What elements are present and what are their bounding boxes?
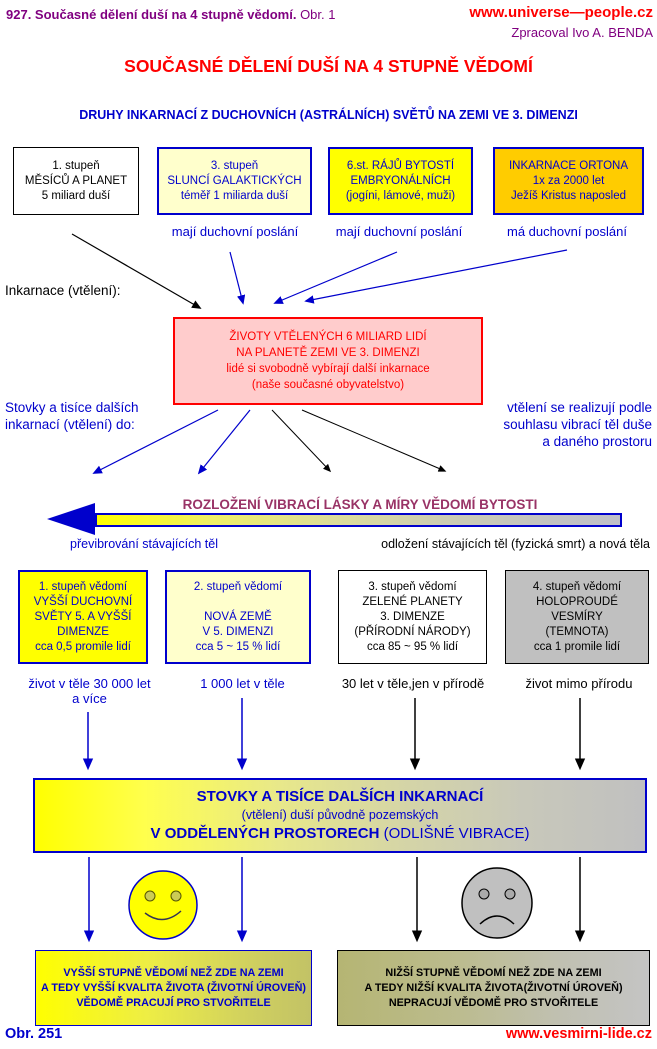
page-subtitle: DRUHY INKARNACÍ Z DUCHOVNÍCH (ASTRÁLNÍCH) SVĚTŮ NA ZEMI VE 3. DIMENZI <box>79 108 578 122</box>
outcome-box-positive <box>35 950 312 1026</box>
mission-note-1: mají duchovní poslání <box>171 224 299 239</box>
incarnation-label: Inkarnace (vtělení): <box>5 283 121 298</box>
box-line: DIMENZE <box>57 625 109 638</box>
level-box-1 <box>18 570 148 664</box>
box-line: SLUNCÍ GALAKTICKÝCH <box>167 174 302 187</box>
level-box-4 <box>505 570 649 664</box>
box-line: NIŽŠÍ STUPNĚ VĚDOMÍ NEŽ ZDE NA ZEMI <box>385 966 602 979</box>
box-moons-planets <box>13 147 139 215</box>
mission-note-3: má duchovní poslání <box>507 224 627 239</box>
box-line: Ježíš Kristus naposled <box>510 189 627 202</box>
big-box-line3 <box>35 824 645 844</box>
doc-number-text: 927. Současné dělení duší na 4 stupně vědomí. <box>6 7 297 22</box>
duration-label-2: 1 000 let v těle <box>200 676 285 691</box>
box-line: 6.st. RÁJŮ BYTOSTÍ <box>346 159 455 172</box>
arrow <box>302 410 445 471</box>
box-line: téměř 1 miliarda duší <box>180 189 289 202</box>
universe-people-link[interactable]: www.universe—people.cz <box>469 4 653 21</box>
box-line: VĚDOMĚ PRACUJÍ PRO STVOŘITELE <box>76 996 271 1009</box>
box-orton-incarnation <box>493 147 644 215</box>
box-line: cca 85 ~ 95 % lidí <box>366 640 459 653</box>
box-line: MĚSÍCŮ A PLANET <box>24 174 128 187</box>
figure-ref: Obr. 1 <box>300 7 336 22</box>
box-line: cca 5 ~ 15 % lidí <box>195 640 281 653</box>
box-line: 3. stupeň vědomí <box>368 580 457 593</box>
author-credit: Zpracoval Ivo A. BENDA <box>511 25 653 40</box>
box-line: cca 0,5 promile lidí <box>35 640 131 653</box>
level-box-3 <box>338 570 487 664</box>
center-box-incarnated-lives <box>173 317 483 405</box>
box-line: 1. stupeň <box>52 159 100 172</box>
vibration-gradient-bar <box>95 513 622 527</box>
arrow <box>272 410 330 471</box>
box-line: 3. DIMENZE <box>380 610 445 623</box>
big-box-line2: (vtělení) duší původně pozemských <box>241 808 439 822</box>
box-line: (TEMNOTA) <box>545 625 609 638</box>
box-line: ŽIVOTY VTĚLENÝCH 6 MILIARD LIDÍ <box>229 331 427 343</box>
box-line: 1. stupeň vědomí <box>38 580 128 593</box>
figure-number: Obr. 251 <box>5 1026 63 1042</box>
outcome-box-negative <box>337 950 650 1026</box>
duration-label-3: 30 let v těle,jen v přírodě <box>341 676 485 691</box>
box-line: VYŠŠÍ STUPNĚ VĚDOMÍ NEŽ ZDE NA ZEMI <box>63 966 284 979</box>
big-box-line3-bold: V ODDĚLENÝCH PROSTORECH <box>150 825 380 842</box>
box-line: 3. stupeň <box>210 159 259 172</box>
box-line: A TEDY NIŽŠÍ KVALITA ŽIVOTA(ŽIVOTNÍ ÚROVEŇ) <box>364 981 623 994</box>
duration-line: život v těle 30 000 let <box>28 676 151 691</box>
arrow <box>94 410 218 473</box>
level-box-2 <box>165 570 311 664</box>
right-note-line: a daného prostoru <box>542 434 652 449</box>
vesmirni-lide-link[interactable]: www.vesmirni-lide.cz <box>505 1026 652 1042</box>
box-line: (PŘÍRODNÍ NÁRODY) <box>354 625 471 638</box>
duration-label-4: život mimo přírodu <box>525 676 633 691</box>
box-line: NOVÁ ZEMĚ <box>204 610 272 623</box>
right-note-line: vtělení se realizují podle <box>507 400 652 415</box>
box-line <box>167 595 309 610</box>
right-note-line: souhlasu vibrací těl duše <box>503 417 652 432</box>
box-line: VESMÍRY <box>551 610 603 623</box>
box-paradise-beings <box>328 147 473 215</box>
box-line: ZELENÉ PLANETY <box>362 595 463 608</box>
vibration-heading: ROZLOŽENÍ VIBRACÍ LÁSKY A MÍRY VĚDOMÍ BYTOSTI <box>182 497 538 512</box>
box-line: 2. stupeň vědomí <box>193 580 283 593</box>
box-galactic-suns <box>157 147 312 215</box>
box-line: (jogíni, lámové, muži) <box>345 189 456 202</box>
box-line: (naše současné obyvatelstvo) <box>251 379 405 391</box>
bar-label-right: odložení stávajících těl (fyzická smrt) a nová těla <box>381 537 650 551</box>
box-line: SVĚTY 5. A VYŠŠÍ <box>34 610 132 623</box>
big-box-line1: STOVKY A TISÍCE DALŠÍCH INKARNACÍ <box>196 788 484 805</box>
duration-label-1 <box>2 676 177 706</box>
box-line: lidé si svobodně vybírají další inkarnace <box>226 363 430 375</box>
box-line: cca 1 promile lidí <box>533 640 621 653</box>
arrow <box>199 410 250 473</box>
box-line: NA PLANETĚ ZEMI VE 3. DIMENZI <box>236 347 420 359</box>
box-line: EMBRYONÁLNÍCH <box>350 174 451 187</box>
left-note-line: inkarnací (vtělení) do: <box>5 417 135 432</box>
box-line: V 5. DIMENZI <box>202 625 274 638</box>
big-box-line3-normal: (ODLIŠNÉ VIBRACE) <box>383 825 530 842</box>
happy-face-icon <box>129 871 197 939</box>
box-line: VYŠŠÍ DUCHOVNÍ <box>33 595 133 608</box>
bar-label-left: převibrování stávajících těl <box>70 537 218 551</box>
left-note-line: Stovky a tisíce dalších <box>5 400 139 415</box>
box-line: 1x za 2000 let <box>532 174 605 187</box>
box-line: A TEDY VYŠŠÍ KVALITA ŽIVOTA (ŽIVOTNÍ ÚROVEŇ) <box>41 981 306 994</box>
arrow <box>230 252 243 303</box>
page-title: SOUČASNÉ DĚLENÍ DUŠÍ NA 4 STUPNĚ VĚDOMÍ <box>124 56 533 76</box>
mission-note-2: mají duchovní poslání <box>335 224 463 239</box>
box-line: INKARNACE ORTONA <box>508 159 629 172</box>
box-line: 5 miliard duší <box>41 189 111 202</box>
box-line: 4. stupeň vědomí <box>532 580 622 593</box>
box-line: NEPRACUJÍ VĚDOMĚ PRO STVOŘITELE <box>388 996 599 1009</box>
box-line: HOLOPROUDÉ <box>536 595 618 608</box>
arrow <box>72 234 200 308</box>
duration-line: a více <box>72 691 107 706</box>
left-gradient-arrow-icon <box>47 503 95 535</box>
big-box-separated-spaces <box>33 778 647 853</box>
sad-face-icon <box>462 868 532 938</box>
arrow <box>306 250 567 301</box>
